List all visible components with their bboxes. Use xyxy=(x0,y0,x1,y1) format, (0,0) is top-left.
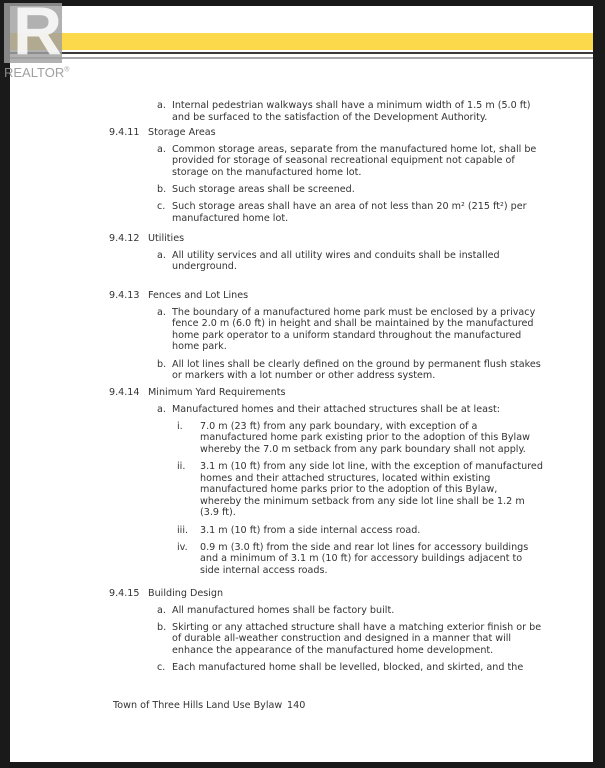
list-item-text: Manufactured homes and their attached structures shall be at least: xyxy=(172,403,500,415)
realtor-logo-text xyxy=(4,65,69,80)
list-item-text: All utility services and all utility wires and conduits shall be installed xyxy=(172,249,500,261)
realtor-logo-box xyxy=(4,0,63,69)
section-number: 9.4.14 xyxy=(109,387,140,398)
list-item-text: Common storage areas, separate from the manufactured home lot, shall be xyxy=(172,143,537,155)
list-item-text: storage on the manufactured home lot. xyxy=(172,166,362,178)
list-item-text: enhance the appearance of the manufactured home development. xyxy=(172,644,494,656)
sub-item-number: iii. xyxy=(177,524,189,536)
section-number: 9.4.11 xyxy=(109,127,140,138)
sub-item-text: whereby the 7.0 m setback from any park boundary shall not apply. xyxy=(200,443,526,455)
section-number: 9.4.13 xyxy=(109,290,140,301)
list-item-text: home park. xyxy=(172,341,227,353)
list-item-text: provided for storage of seasonal recreational equipment not capable of xyxy=(172,155,515,167)
sub-item-text: 3.1 m (10 ft) from any side lot line, with the exception of manufactured xyxy=(200,461,543,472)
sub-item-text: homes and their attached structures, located within existing xyxy=(200,472,491,484)
list-item-text: Such storage areas shall be screened. xyxy=(172,183,355,195)
list-item-text: underground. xyxy=(172,261,237,273)
sub-item-text: manufactured home parks prior to the adoption of this Bylaw, xyxy=(200,484,498,496)
list-item-text: All manufactured homes shall be factory built. xyxy=(172,604,395,616)
list-item-letter: a. xyxy=(157,403,166,415)
list-item-text: All lot lines shall be clearly defined on the ground by permanent flush stakes xyxy=(172,358,541,370)
footer-title: Town of Three Hills Land Use Bylaw xyxy=(113,700,283,711)
list-item-text: home park operator to a uniform standard throughout the manufactured xyxy=(172,329,522,341)
list-item-text: or markers with a lot number or other address system. xyxy=(172,370,436,382)
list-item-letter: b. xyxy=(157,621,167,633)
list-item-text: Each manufactured home shall be levelled, blocked, and skirted, and the xyxy=(172,662,524,673)
list-item-text: Internal pedestrian walkways shall have a minimum width of 1.5 m (5.0 ft) xyxy=(172,100,531,111)
sub-item-text: 3.1 m (10 ft) from a side internal access road. xyxy=(200,524,421,536)
footer-page-number: 140 xyxy=(287,700,306,711)
sub-item-text: whereby the minimum setback from any side lot line shall be 1.2 m xyxy=(200,495,525,507)
sub-item-text: manufactured home park existing prior to the adoption of this Bylaw xyxy=(200,432,530,444)
section-number: 9.4.15 xyxy=(109,588,140,599)
sub-item-text: 7.0 m (23 ft) from any park boundary, with exception of a xyxy=(200,420,478,432)
list-item-text: Skirting or any attached structure shall have a matching exterior finish or be xyxy=(172,621,542,633)
list-item-text: manufactured home lot. xyxy=(172,212,289,224)
sub-item-number: ii. xyxy=(177,461,186,472)
registered-mark: ® xyxy=(64,66,70,74)
realtor-text: REALTOR xyxy=(4,65,65,80)
sub-item-text: 0.9 m (3.0 ft) from the side and rear lot lines for accessory buildings xyxy=(200,541,529,553)
list-item-letter: c. xyxy=(157,662,166,673)
list-item-letter: a. xyxy=(157,100,166,111)
section-title: Building Design xyxy=(148,588,224,599)
list-item-letter: b. xyxy=(157,183,167,195)
list-item-text: The boundary of a manufactured home park must be enclosed by a privacy xyxy=(172,306,536,318)
realtor-watermark xyxy=(0,0,72,90)
realtor-r-icon: R xyxy=(13,0,63,69)
list-item-letter: b. xyxy=(157,358,167,370)
section-number: 9.4.12 xyxy=(109,233,140,244)
section-title: Storage Areas xyxy=(148,127,216,138)
list-item-letter: a. xyxy=(157,249,166,261)
sub-item-text: and a minimum of 3.1 m (10 ft) for accessory buildings adjacent to xyxy=(200,553,523,565)
list-item-text: of durable all-weather construction and designed in a manner that will xyxy=(172,633,512,645)
sub-item-text: side internal access roads. xyxy=(200,564,328,576)
list-item-letter: a. xyxy=(157,604,166,616)
list-item-letter: a. xyxy=(157,143,166,155)
sub-item-number: iv. xyxy=(177,541,188,553)
sub-item-number: i. xyxy=(177,420,183,432)
section-title: Minimum Yard Requirements xyxy=(148,387,286,398)
list-item-letter: c. xyxy=(157,201,166,212)
list-item-text: fence 2.0 m (6.0 ft) in height and shall be maintained by the manufactured xyxy=(172,318,534,330)
section-title: Fences and Lot Lines xyxy=(148,290,249,301)
sub-item-text: (3.9 ft). xyxy=(200,507,236,519)
list-item-letter: a. xyxy=(157,306,166,318)
list-item-text: Such storage areas shall have an area of not less than 20 m² (215 ft²) per xyxy=(172,201,527,212)
section-title: Utilities xyxy=(148,233,185,244)
list-item-text: and be surfaced to the satisfaction of the Development Authority. xyxy=(172,111,488,123)
